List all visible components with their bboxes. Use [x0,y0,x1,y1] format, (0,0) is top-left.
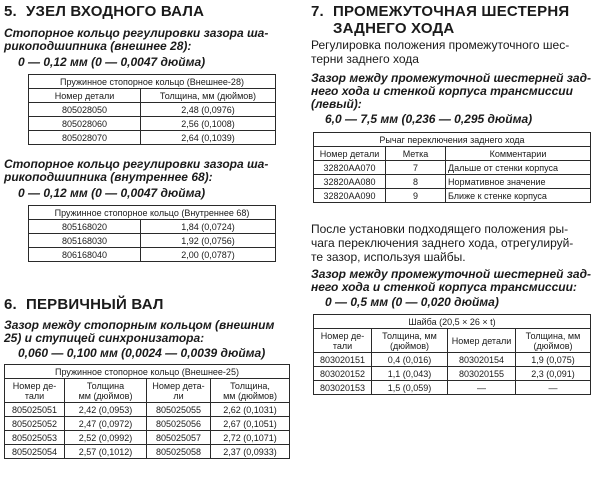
column-header: Толщина, мм (дюймов) [516,329,591,353]
section-7-gap-heading: Зазор между промежуточной шестерней зад- него хода и стенкой корпуса трансмиссии: [311,267,591,294]
section-7-left-gap-value: 6,0 — 7,5 мм (0,236 — 0,295 дюйма) [325,112,533,126]
table-row: 32820AA090 9 Ближе к стенке корпуса [314,189,591,203]
section-6-gap-value: 0,060 — 0,100 мм (0,0024 — 0,0039 дюйма) [18,346,266,360]
table-outer-25 [4,364,290,459]
table-reverse-lever [313,132,591,203]
column-header: Номер детали [314,147,386,161]
table-row: 805028070 2,64 (0,1039) [29,131,276,145]
table-row: 805168020 1,84 (0,0724) [29,220,276,234]
column-header: Номер де- тали [314,329,372,353]
section-7-intro: Регулировка положения промежуточного шес- терни заднего хода [311,38,570,66]
section-5-ring-inner-value: 0 — 0,12 мм (0 — 0,0047 дюйма) [18,186,206,200]
section-5-title: 5. УЗЕЛ ВХОДНОГО ВАЛА [4,3,205,20]
table-row: 805025053 2,52 (0,0992) 805025057 2,72 (0,1071) [5,431,290,445]
table-row: 806168040 2,00 (0,0787) [29,248,276,262]
column-header: Метка [386,147,446,161]
table-caption: Пружинное стопорное кольцо (Внешнее-28) [29,75,276,89]
table-row: 805028060 2,56 (0,1008) [29,117,276,131]
table-caption: Шайба (20,5 × 26 × t) [314,315,591,329]
table-caption: Пружинное стопорное кольцо (Внешнее-25) [5,365,290,379]
table-caption: Рычаг переключения заднего хода [314,133,591,147]
table-row: 32820AA070 7 Дальше от стенки корпуса [314,161,591,175]
section-6-title: 6. ПЕРВИЧНЫЙ ВАЛ [4,296,164,313]
table-row: 805025051 2,42 (0,0953) 805025055 2,62 (0,1031) [5,403,290,417]
column-header: Номер де- тали [5,379,65,403]
table-row: 803020153 1,5 (0,059) — — [314,381,591,395]
section-7-adjust-paragraph: После установки подходящего положения ры- чага переключения заднего хода, отрегулируй- те зазор, используя шайбы. [311,222,574,264]
table-row: 805025054 2,57 (0,1012) 805025058 2,37 (0,0933) [5,445,290,459]
table-row: 32820AA080 8 Нормативное значение [314,175,591,189]
section-5-ring-inner-heading: Стопорное кольцо регулировки зазора ша- рикоподшипника (внутреннее 68): [4,157,269,184]
section-5-ring-outer-heading: Стопорное кольцо регулировки зазора ша- рикоподшипника (внешнее 28): [4,26,269,53]
section-7-left-gap-heading: Зазор между промежуточной шестерней зад- него хода и стенкой корпуса трансмиссии (левый): [311,71,591,111]
table-caption: Пружинное стопорное кольцо (Внутреннее 68) [29,206,276,220]
section-5-ring-outer-value: 0 — 0,12 мм (0 — 0,0047 дюйма) [18,55,206,69]
column-header: Толщина, мм (дюймов) [211,379,290,403]
table-outer-28 [28,74,276,145]
table-row: 805025052 2,47 (0,0972) 805025056 2,67 (0,1051) [5,417,290,431]
column-header: Номер детали [448,329,516,353]
column-header: Толщина мм (дюймов) [65,379,147,403]
section-6-gap-heading: Зазор между стопорным кольцом (внешним 25) и ступицей синхронизатора: [4,318,275,345]
column-header: Номер дета- ли [147,379,211,403]
table-washer [313,314,591,395]
table-row: 803020151 0,4 (0,016) 803020154 1,9 (0,075) [314,353,591,367]
table-row: 803020152 1,1 (0,043) 803020155 2,3 (0,091) [314,367,591,381]
table-row: 805028050 2,48 (0,0976) [29,103,276,117]
table-inner-68 [28,205,276,262]
table-row: 805168030 1,92 (0,0756) [29,234,276,248]
section-7-title: 7. ПРОМЕЖУТОЧНАЯ ШЕСТЕРНЯ ЗАДНЕГО ХОДА [311,3,570,37]
column-header: Толщина, мм (дюймов) [372,329,448,353]
column-header: Номер детали [29,89,141,103]
column-header: Толщина, мм (дюймов) [141,89,276,103]
column-header: Комментарии [446,147,591,161]
section-7-gap-value: 0 — 0,5 мм (0 — 0,020 дюйма) [325,295,499,309]
